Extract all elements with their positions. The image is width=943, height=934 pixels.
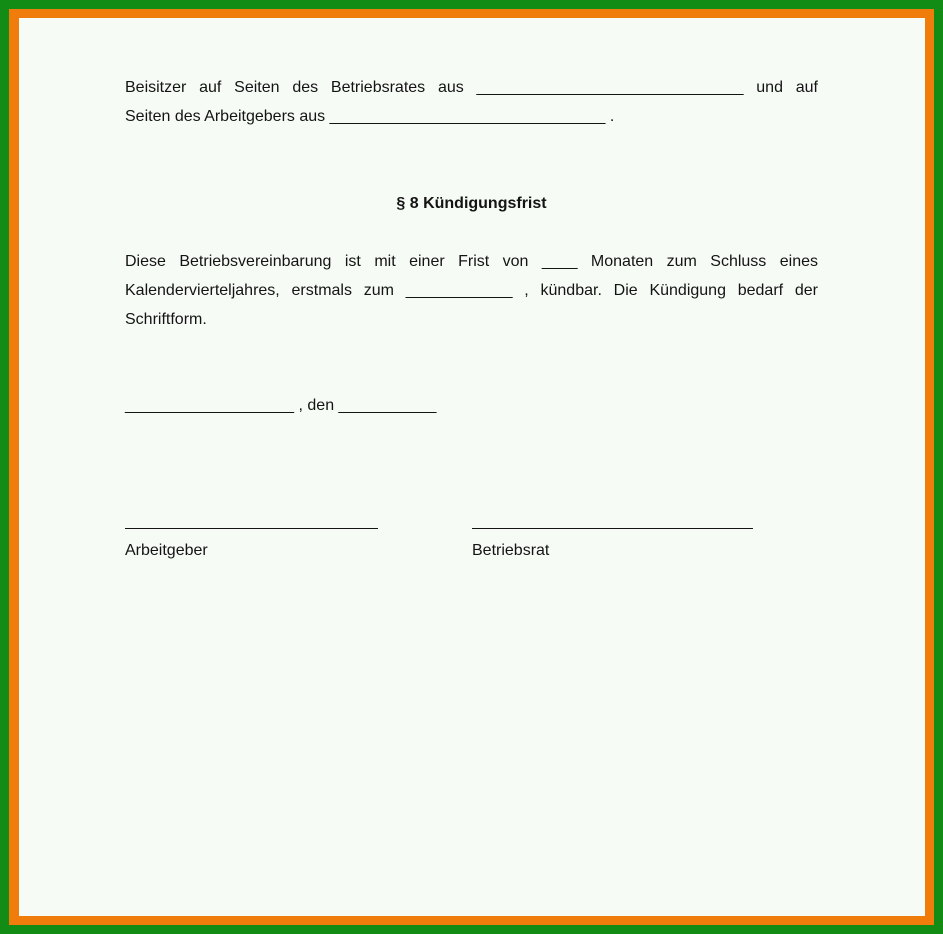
paragraph-termination-line-2: Kalendervierteljahres, erstmals zum ____________ , kündbar. Die Kündigung bedarf der	[125, 282, 818, 299]
paragraph-termination	[125, 247, 818, 334]
signature-line-employer	[125, 528, 378, 529]
paragraph-assessors-line-2: Seiten des Arbeitgebers aus _______________________________ .	[125, 108, 615, 125]
paragraph-assessors	[125, 73, 818, 131]
place-date-line: ___________________ , den ___________	[125, 397, 437, 414]
signature-label-employer: Arbeitgeber	[125, 542, 208, 559]
section-heading: § 8 Kündigungsfrist	[396, 195, 547, 212]
paragraph-termination-line-1: Diese Betriebsvereinbarung ist mit einer Frist von ____ Monaten zum Schluss eines	[125, 253, 818, 270]
signature-line-works-council	[472, 528, 753, 529]
signature-label-works-council: Betriebsrat	[472, 542, 550, 559]
paragraph-assessors-line-1: Beisitzer auf Seiten des Betriebsrates aus ______________________________ und auf	[125, 79, 818, 96]
paragraph-termination-line-3: Schriftform.	[125, 311, 207, 328]
document-page	[19, 18, 925, 916]
